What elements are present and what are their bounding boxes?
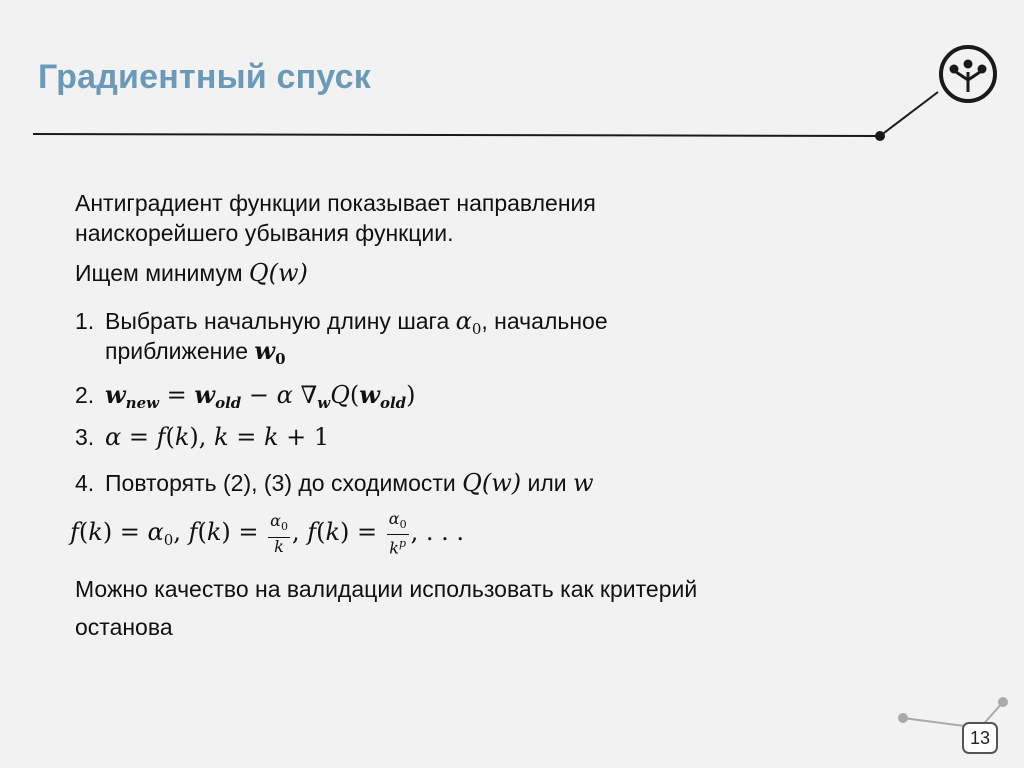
step-4-text: Повторять (2), (3) до сходимости: [105, 470, 463, 496]
intro-line-1: Антиградиент функции показывает направления: [75, 190, 596, 216]
alpha-symbol: α: [455, 307, 472, 335]
intro-paragraph: [75, 188, 596, 248]
logo-icon: [936, 42, 1000, 106]
step-2: [75, 380, 416, 410]
step-3: [75, 422, 329, 452]
step-3-number: 3.: [75, 424, 95, 450]
step-1-number: 1.: [75, 308, 95, 334]
fraction-alpha-over-k-p: $\frac{\alpha_0}{k^p}$: [388, 509, 407, 558]
step-3-formula: α = f(k), k = k + 1: [105, 423, 330, 451]
step-1-text-cont: , начальное: [481, 308, 608, 334]
w-symbol: w: [254, 336, 276, 365]
step-2-formula: $w_{new} = w_{old} - \alpha$ $\nabla_wQ(w_{old})$: [105, 380, 416, 412]
page-number: 13: [962, 722, 998, 754]
intro-line-2: наискорейшего убывания функции.: [75, 220, 454, 246]
fraction-alpha-over-k: $\frac{\alpha_0}{k}$: [270, 511, 288, 556]
step-2-number: 2.: [75, 382, 95, 408]
alpha-subscript: 0: [471, 320, 482, 338]
minimum-text: Ищем минимум: [75, 260, 249, 286]
step-1-text-line2: приближение: [105, 338, 255, 364]
closing-paragraph: [75, 570, 697, 646]
step-size-formulas: $f(k) = \alpha_0$, f(k) = $\frac{\alpha_0}{k}$ , f(k) = $\frac{\alpha_0}{k^p}$ , . . .: [70, 509, 464, 558]
slide-title: Градиентный спуск: [38, 58, 371, 96]
step-4-w-math: w: [573, 469, 594, 497]
step-4-number: 4.: [75, 470, 95, 496]
q-of-w-math: Q(w): [248, 259, 308, 287]
step-4-text-cont: или: [521, 470, 574, 496]
step-1-text: Выбрать начальную длину шага: [105, 308, 456, 334]
step-4: [75, 468, 594, 498]
closing-line-1: Можно качество на валидации использовать как критерий: [75, 576, 698, 602]
step-4-q-math: Q(w): [462, 469, 522, 497]
minimum-line: [75, 258, 308, 288]
w-subscript: 0: [275, 350, 286, 368]
step-1: [75, 306, 608, 366]
closing-line-2: останова: [75, 614, 173, 640]
